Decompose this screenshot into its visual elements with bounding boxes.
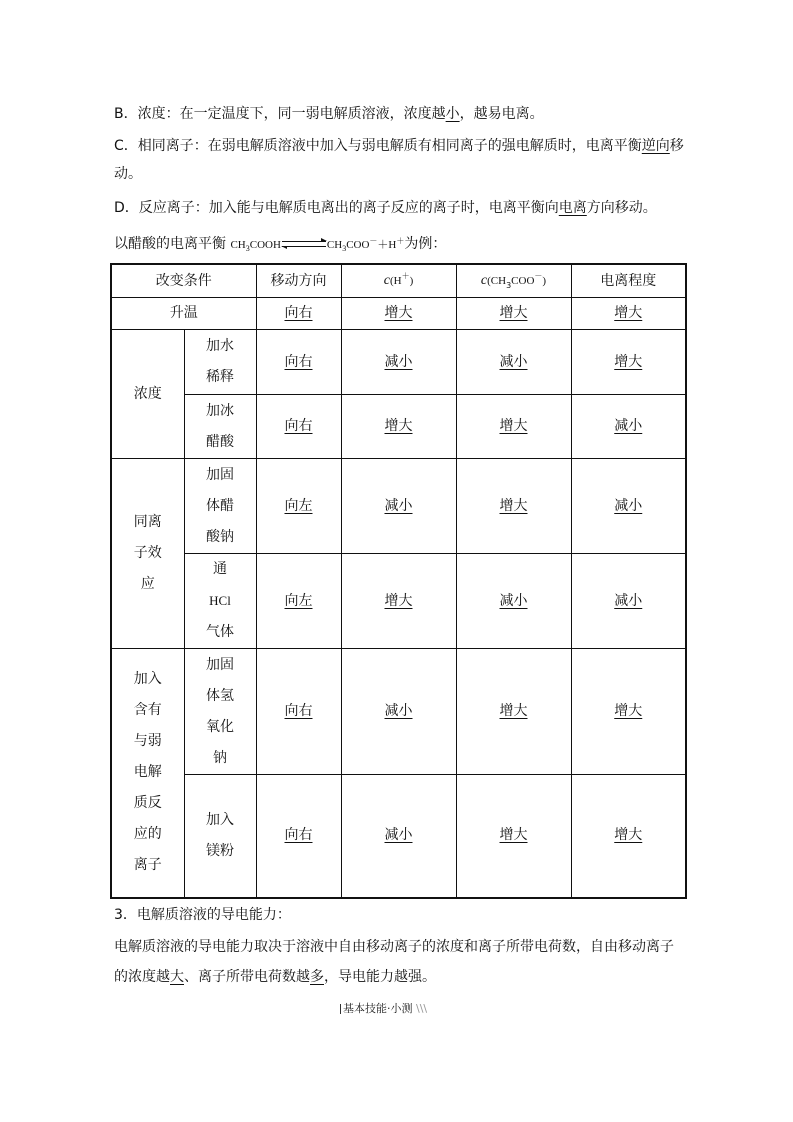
row-mg-degree: 增大 bbox=[614, 827, 643, 844]
para-d-text: D．反应离子：加入能与电解质电离出的离子反应的离子时，电离平衡向 bbox=[114, 200, 559, 216]
table-row bbox=[111, 649, 686, 775]
row-mg-label: 加入 镁粉 bbox=[184, 775, 256, 898]
row-mg-direction: 向右 bbox=[284, 827, 313, 844]
row-acid-direction: 向右 bbox=[284, 418, 313, 434]
table-row bbox=[111, 330, 686, 395]
para-b-answer: 小 bbox=[445, 106, 460, 122]
section3-para2 bbox=[114, 967, 436, 987]
para-d bbox=[114, 198, 657, 218]
row-hcl-cac: 减小 bbox=[499, 592, 528, 609]
row-acid-degree: 减小 bbox=[614, 418, 643, 434]
para-b-text-end: ，越易电离。 bbox=[459, 106, 544, 122]
para-b bbox=[114, 104, 544, 124]
section-footer-banner bbox=[340, 1000, 427, 1016]
header-degree: 电离程度 bbox=[571, 264, 686, 298]
header-ch: c(H＋) bbox=[341, 264, 456, 298]
row-water-ch: 减小 bbox=[384, 353, 413, 370]
table-row bbox=[111, 554, 686, 649]
para-d-text-end: 方向移动。 bbox=[586, 200, 657, 216]
row-heat-direction: 向右 bbox=[284, 305, 313, 321]
table-row bbox=[111, 459, 686, 554]
header-condition: 改变条件 bbox=[111, 264, 256, 298]
row-naac-degree: 减小 bbox=[614, 497, 643, 514]
row-naoh-label: 加固 体氢 氧化 钠 bbox=[184, 649, 256, 775]
group-reactive-ion: 加入 含有 与弱 电解 质反 应的 离子 bbox=[111, 649, 184, 898]
row-acid-ch: 增大 bbox=[384, 418, 413, 434]
row-naac-ch: 减小 bbox=[384, 497, 413, 514]
row-water-degree: 增大 bbox=[614, 353, 643, 370]
ionization-table bbox=[110, 263, 687, 899]
equation-plus: ＋H＋ bbox=[377, 236, 405, 251]
row-heat-ch: 增大 bbox=[384, 305, 413, 321]
table-row bbox=[111, 298, 686, 330]
row-water-label: 加水 稀释 bbox=[184, 330, 256, 395]
para-c-answer: 逆向 bbox=[641, 138, 670, 154]
group-concentration: 浓度 bbox=[111, 330, 184, 459]
row-hcl-label: 通 HCl 气体 bbox=[184, 554, 256, 649]
row-naoh-degree: 增大 bbox=[614, 703, 643, 719]
section3-para2-mid: 、离子所带电荷数越 bbox=[184, 969, 310, 985]
row-acid-label: 加冰 醋酸 bbox=[184, 395, 256, 459]
equation-right: $CH_3COO^-$ bbox=[326, 236, 378, 254]
table-row bbox=[111, 775, 686, 898]
section3-para1: 电解质溶液的导电能力取决于溶液中自由移动离子的浓度和离子所带电荷数，自由移动离子 bbox=[114, 939, 674, 955]
row-hcl-degree: 减小 bbox=[614, 592, 643, 609]
row-mg-ch: 减小 bbox=[384, 827, 413, 844]
para-c bbox=[114, 136, 684, 156]
row-naoh-cac: 增大 bbox=[499, 703, 528, 719]
row-hcl-ch: 增大 bbox=[384, 592, 413, 609]
row-hcl-direction: 向左 bbox=[284, 592, 313, 609]
equation-intro: 以醋酸的电离平衡 bbox=[114, 236, 231, 252]
row-heat-degree: 增大 bbox=[614, 305, 643, 321]
para-c-cont: 动。 bbox=[114, 166, 142, 182]
footer-slashes: \\\ bbox=[416, 1002, 428, 1015]
row-mg-cac: 增大 bbox=[499, 827, 528, 844]
para-d-answer: 电离 bbox=[558, 200, 587, 216]
para-c-text: C．相同离子：在弱电解质溶液中加入与弱电解质有相同离子的强电解质时，电离平衡 bbox=[114, 138, 642, 154]
footer-label: 基本技能·小测 bbox=[343, 1002, 413, 1015]
footer-bar-icon bbox=[340, 1004, 341, 1014]
header-direction: 移动方向 bbox=[256, 264, 341, 298]
section3-title: 3．电解质溶液的导电能力： bbox=[114, 907, 291, 923]
equation-line bbox=[114, 234, 446, 255]
section3-answer-1: 大 bbox=[170, 969, 184, 985]
equation-left: $CH_3COOH$ bbox=[230, 239, 281, 254]
row-naoh-ch: 减小 bbox=[384, 703, 413, 719]
row-water-direction: 向右 bbox=[284, 353, 313, 370]
section3-answer-2: 多 bbox=[310, 969, 324, 985]
header-cac: $c(CH_3COO^-)$ bbox=[456, 264, 571, 298]
table-header-row bbox=[111, 264, 686, 298]
row-heat-label: 升温 bbox=[111, 298, 256, 330]
equilibrium-arrow-icon bbox=[282, 238, 326, 250]
equation-outro: 为例： bbox=[404, 236, 447, 252]
group-common-ion: 同离 子效 应 bbox=[111, 459, 184, 649]
para-b-text: B．浓度：在一定温度下，同一弱电解质溶液，浓度越 bbox=[114, 106, 446, 122]
section3-para2-text: 的浓度越 bbox=[114, 969, 170, 985]
row-naac-direction: 向左 bbox=[284, 497, 313, 514]
section3-para2-end: ，导电能力越强。 bbox=[324, 969, 436, 985]
row-water-cac: 减小 bbox=[499, 353, 528, 370]
para-c-text-end: 移 bbox=[669, 138, 684, 154]
row-naac-cac: 增大 bbox=[499, 497, 528, 514]
row-acid-cac: 增大 bbox=[499, 418, 528, 434]
row-naac-label: 加固 体醋 酸钠 bbox=[184, 459, 256, 554]
row-heat-cac: 增大 bbox=[499, 305, 528, 321]
row-naoh-direction: 向右 bbox=[284, 703, 313, 719]
table-row bbox=[111, 395, 686, 459]
